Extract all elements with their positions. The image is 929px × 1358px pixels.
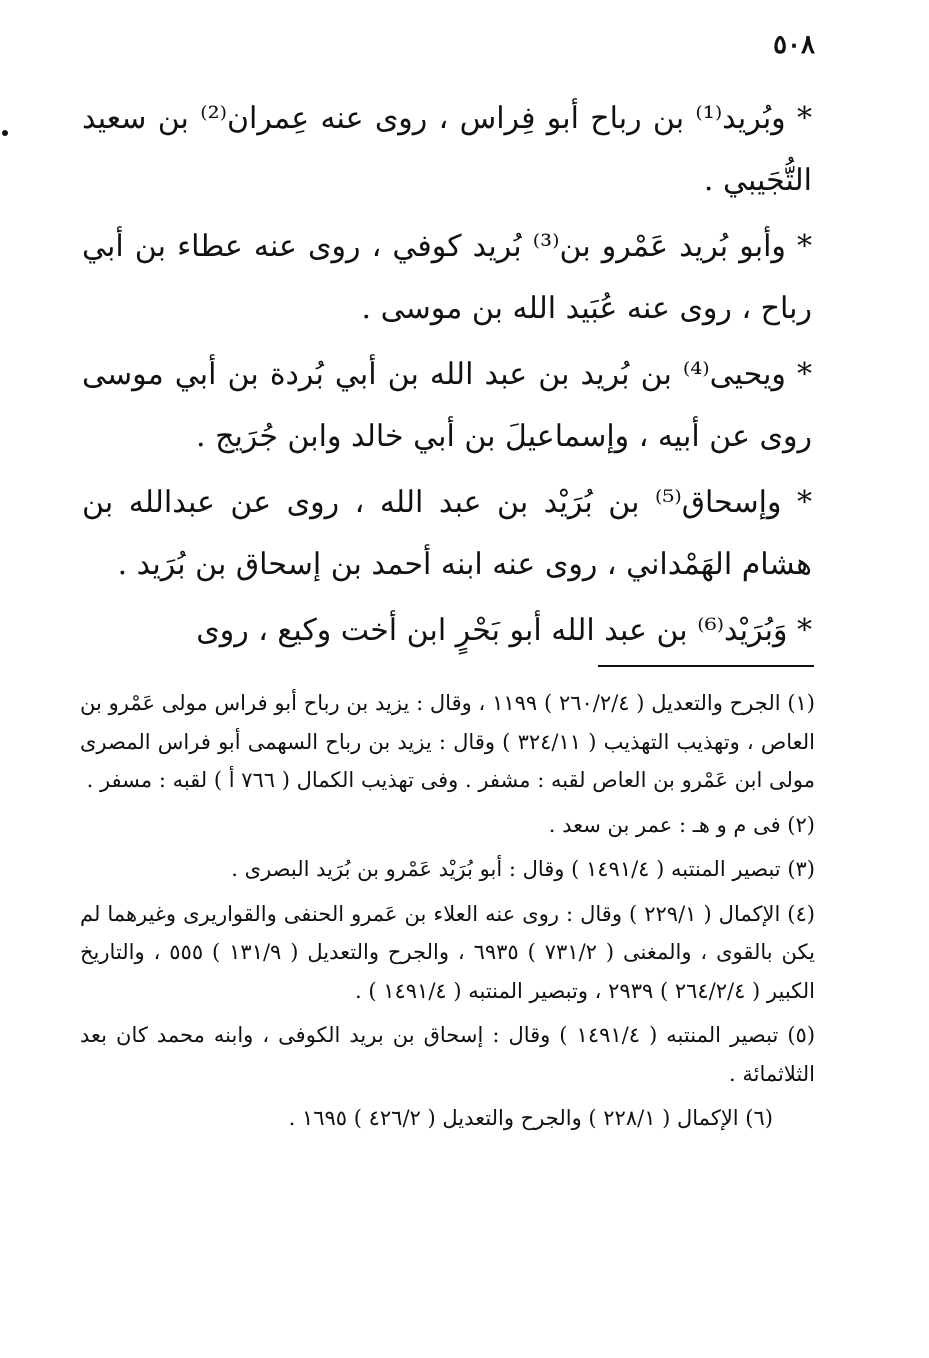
entry-abu-buraid-amr: * وأبو بُريد عَمْرو بن⁽³⁾ بُريد كوفي ، روى عنه عطاء بن أبي رباح ، روى عنه عُبَيد الله بن موسى . <box>82 229 813 326</box>
entry-ishaq-bin-buraid: * وإسحاق⁽⁵⁾ بن بُرَيْد بن عبد الله ، روى عن عبدالله بن هشام الهَمْداني ، روى عنه ابنه أحمد بن إسحاق بن بُرَيد . <box>82 485 812 582</box>
footnote-separator <box>598 665 814 667</box>
page-number: ٥٠٨ <box>773 30 815 60</box>
margin-mark <box>2 130 8 136</box>
entry-yahya-bin-buraid: * ويحيى⁽⁴⁾ بن بُريد بن عبد الله بن أبي بُردة بن أبي موسى روى عن أبيه ، وإسماعيلَ بن أبي خالد وابن جُرَيج . <box>82 357 812 454</box>
entry-buraid-bin-abdullah: * وَبُرَيْد⁽⁶⁾ بن عبد الله أبو بَحْرٍ ابن أخت وكيع ، روى <box>196 613 812 648</box>
main-text <box>82 88 812 666</box>
footnote-4: (٤) الإكمال ( ٢٢٩/١ ) وقال : روى عنه العلاء بن عَمرو الحنفى والقواريرى وغيرهما لم يكن بالقوى ، والمغنى ( ٧٣١/٢ ) ٦٩٣٥ ، والجرح والتعديل ( ١٣١/٩ ) ٥٥٥ ، والتاريخ الكبير ( ٢٦٤/٢/٤ ) ٢٩٣٩ ، وتبصير المنتبه ( ١٤٩١/٤ ) . <box>80 901 815 1003</box>
footnotes <box>80 684 815 1144</box>
entry-buraid-bin-rabah: * وبُريد⁽¹⁾ بن رباح أبو فِراس ، روى عنه عِمران⁽²⁾ بن سعيد التُّجَيبي . <box>82 101 812 198</box>
footnote-3: (٣) تبصير المنتبه ( ١٤٩١/٤ ) وقال : أبو بُرَيْد عَمْرو بن بُرَيد البصرى . <box>231 857 815 881</box>
footnote-2: (٢) فى م و هـ : عمر بن سعد . <box>548 812 815 837</box>
footnote-1: (١) الجرح والتعديل ( ٢٦٠/٢/٤ ) ١١٩٩ ، وقال : يزيد بن رباح أبو فراس مولى عَمْرو بن العاص ، وتهذيب التهذيب ( ٣٢٤/١١ ) وقال : يزيد بن رباح السهمى أبو فراس المصرى مولى ابن عَمْرو بن العاص لقبه : مشفر . وفى تهذيب الكمال ( ٧٦٦ أ ) لقبه : مسفر . <box>80 691 816 792</box>
footnote-6: (٦) الإكمال ( ٢٢٨/١ ) والجرح والتعديل ( ٤٢٦/٢ ) ١٦٩٥ . <box>288 1106 773 1130</box>
footnote-5: (٥) تبصير المنتبه ( ١٤٩١/٤ ) وقال : إسحاق بن بريد الكوفى ، وابنه محمد كان بعد الثلاثمائة . <box>80 1023 816 1086</box>
